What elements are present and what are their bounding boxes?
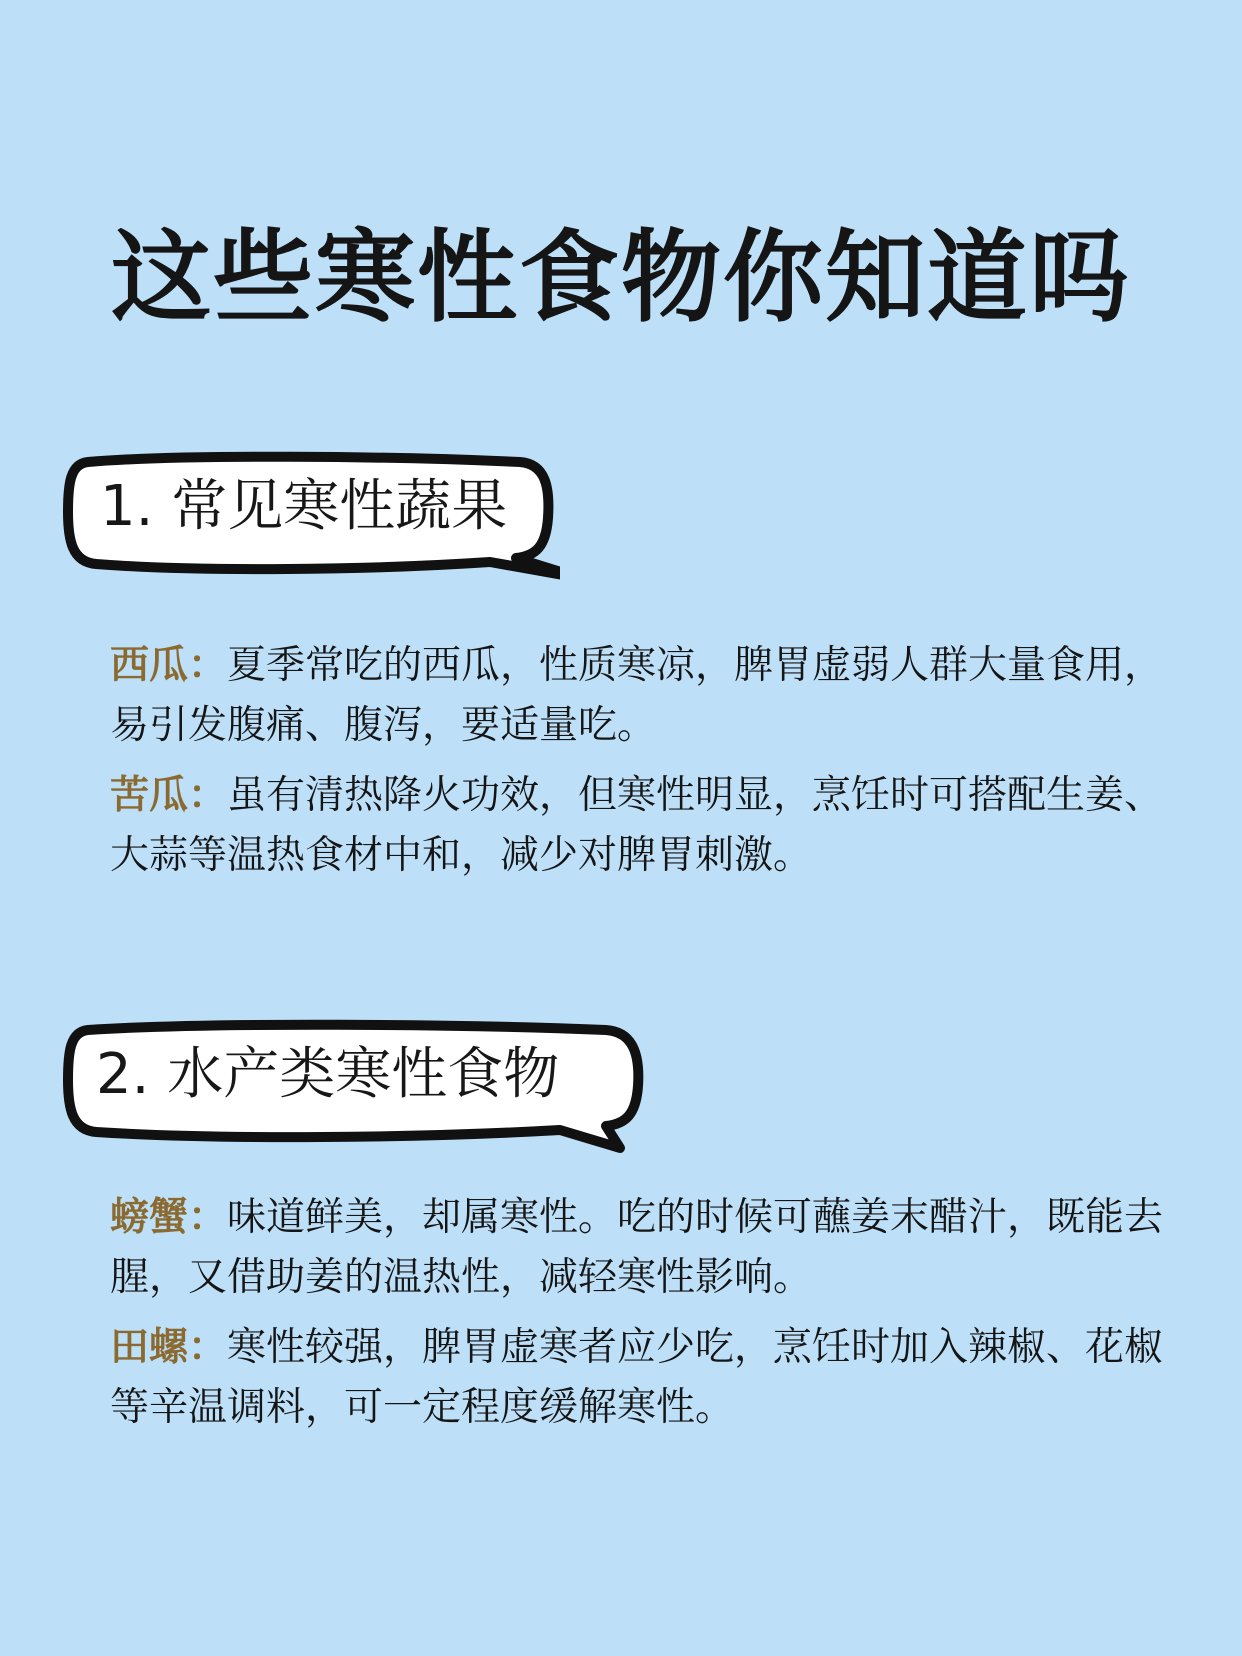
section-2-heading-bubble xyxy=(60,1016,650,1156)
term-label: 螃蟹： xyxy=(110,1195,228,1240)
term-label: 西瓜： xyxy=(110,643,228,688)
entry-crab xyxy=(110,1188,1170,1308)
entry-text: 味道鲜美，却属寒性。吃的时候可蘸姜末醋汁，既能去腥，又借助姜的温热性，减轻寒性影响。 xyxy=(110,1195,1164,1300)
page-title: 这些寒性食物你知道吗 xyxy=(111,219,1131,336)
section-1-body xyxy=(110,636,1170,896)
entry-river-snail xyxy=(110,1318,1170,1438)
entry-text: 夏季常吃的西瓜，性质寒凉，脾胃虚弱人群大量食用，易引发腹痛、腹泻，要适量吃。 xyxy=(110,643,1164,748)
section-2-body xyxy=(110,1188,1170,1448)
section-1-heading: 1. 常见寒性蔬果 xyxy=(100,474,508,539)
section-1-heading-bubble xyxy=(60,448,560,588)
entry-watermelon xyxy=(110,636,1170,756)
section-2-heading: 2. 水产类寒性食物 xyxy=(96,1042,560,1107)
entry-text: 寒性较强，脾胃虚寒者应少吃，烹饪时加入辣椒、花椒等辛温调料，可一定程度缓解寒性。 xyxy=(110,1325,1164,1430)
entry-text: 虽有清热降火功效，但寒性明显，烹饪时可搭配生姜、大蒜等温热食材中和，减少对脾胃刺激。 xyxy=(110,773,1164,878)
entry-bitter-melon xyxy=(110,766,1170,886)
term-label: 田螺： xyxy=(110,1325,228,1370)
term-label: 苦瓜： xyxy=(110,773,228,818)
